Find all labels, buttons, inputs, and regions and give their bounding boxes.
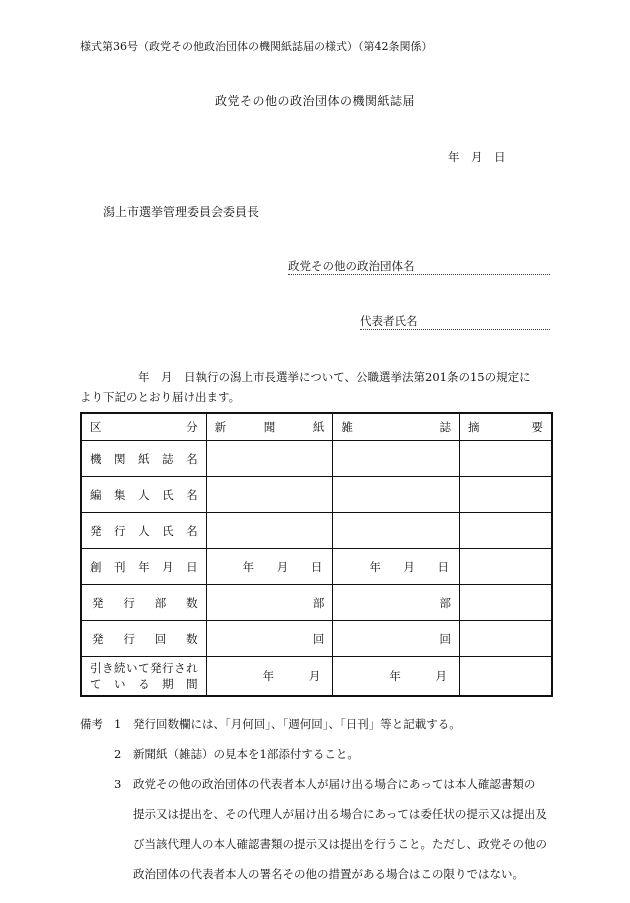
notes-heading: 備考 [80, 717, 103, 731]
table-row [81, 513, 552, 549]
remarks-cell[interactable] [460, 657, 552, 697]
header-remarks: 摘要 [460, 413, 552, 441]
row-label: 発行回数 [81, 621, 206, 657]
remarks-cell[interactable] [460, 477, 552, 513]
org-name-label: 政党その他の政治団体名 [288, 259, 415, 273]
row-label [81, 657, 206, 697]
magazine-cell[interactable] [333, 513, 460, 549]
date-line: 年 月 日 [448, 150, 506, 164]
row-label: 創刊年月日 [81, 549, 206, 585]
representative-name-label: 代表者氏名 [360, 314, 418, 328]
note-3-continued: 政治団体の代表者本人の署名その他の措置がある場合はこの限りではない。 [133, 867, 524, 881]
intro-line-1: 年 月 日執行の潟上市長選挙について、公職選挙法第201条の15の規定に [138, 370, 531, 384]
remarks-cell[interactable] [460, 441, 552, 477]
magazine-cell[interactable]: 年 月 [333, 657, 460, 697]
magazine-cell[interactable]: 年 月 日 [333, 549, 460, 585]
newspaper-cell[interactable]: 年 月 [206, 657, 333, 697]
row-label: 編集人氏名 [81, 477, 206, 513]
remarks-cell[interactable] [460, 585, 552, 621]
form-identifier: 様式第36号（政党その他政治団体の機関紙誌届の様式）（第42条関係） [80, 40, 433, 53]
addressee: 潟上市選挙管理委員会委員長 [103, 205, 260, 219]
intro-line-2: より下記のとおり届け出ます。 [80, 390, 241, 404]
newspaper-cell[interactable] [206, 441, 333, 477]
table-row [81, 549, 552, 585]
table-row [81, 657, 552, 697]
table-row [81, 585, 552, 621]
magazine-cell[interactable] [333, 441, 460, 477]
table-row [81, 477, 552, 513]
periodical-table [80, 412, 553, 697]
note-3 [80, 769, 555, 799]
row-label: 機関紙誌名 [81, 441, 206, 477]
magazine-cell[interactable]: 部 [333, 585, 460, 621]
note-1 [80, 709, 555, 739]
representative-name-field[interactable] [360, 313, 550, 330]
newspaper-cell[interactable]: 回 [206, 621, 333, 657]
org-name-field[interactable] [288, 258, 550, 275]
remarks-cell[interactable] [460, 513, 552, 549]
note-text: 発行回数欄には、「月何回」、「週何回」、「日刊」等と記載する。 [133, 717, 461, 731]
notes-section [80, 709, 555, 889]
header-newspaper: 新聞紙 [206, 413, 333, 441]
newspaper-cell[interactable] [206, 477, 333, 513]
magazine-cell[interactable]: 回 [333, 621, 460, 657]
note-3-continued: 提示又は提出を、その代理人が届け出る場合にあっては委任状の提示又は提出及 [133, 807, 547, 821]
note-number: 1 [114, 717, 122, 731]
row-label-line-1: 引き続いて発行され [90, 661, 198, 675]
newspaper-cell[interactable]: 部 [206, 585, 333, 621]
row-label: 発行人氏名 [81, 513, 206, 549]
table-row [81, 621, 552, 657]
newspaper-cell[interactable]: 年 月 日 [206, 549, 333, 585]
note-number: 3 [114, 777, 122, 791]
newspaper-cell[interactable] [206, 513, 333, 549]
table-row [81, 441, 552, 477]
note-2 [80, 739, 555, 769]
remarks-cell[interactable] [460, 549, 552, 585]
intro-paragraph [80, 367, 552, 407]
header-magazine: 雑誌 [333, 413, 460, 441]
row-label-line-2: ている期間 [90, 677, 198, 691]
magazine-cell[interactable] [333, 477, 460, 513]
document-title: 政党その他の政治団体の機関紙誌届 [214, 94, 415, 108]
header-category: 区分 [81, 413, 206, 441]
note-3-continued: び当該代理人の本人確認書類の提示又は提出を行うこと。ただし、政党その他の [133, 837, 547, 851]
note-text: 政党その他の政治団体の代表者本人が届け出る場合にあっては本人確認書類の [133, 777, 536, 791]
note-text: 新聞紙（雑誌）の見本を1部添付すること。 [133, 747, 359, 761]
table-header-row [81, 413, 552, 441]
row-label: 発行部数 [81, 585, 206, 621]
remarks-cell[interactable] [460, 621, 552, 657]
note-number: 2 [114, 747, 122, 761]
